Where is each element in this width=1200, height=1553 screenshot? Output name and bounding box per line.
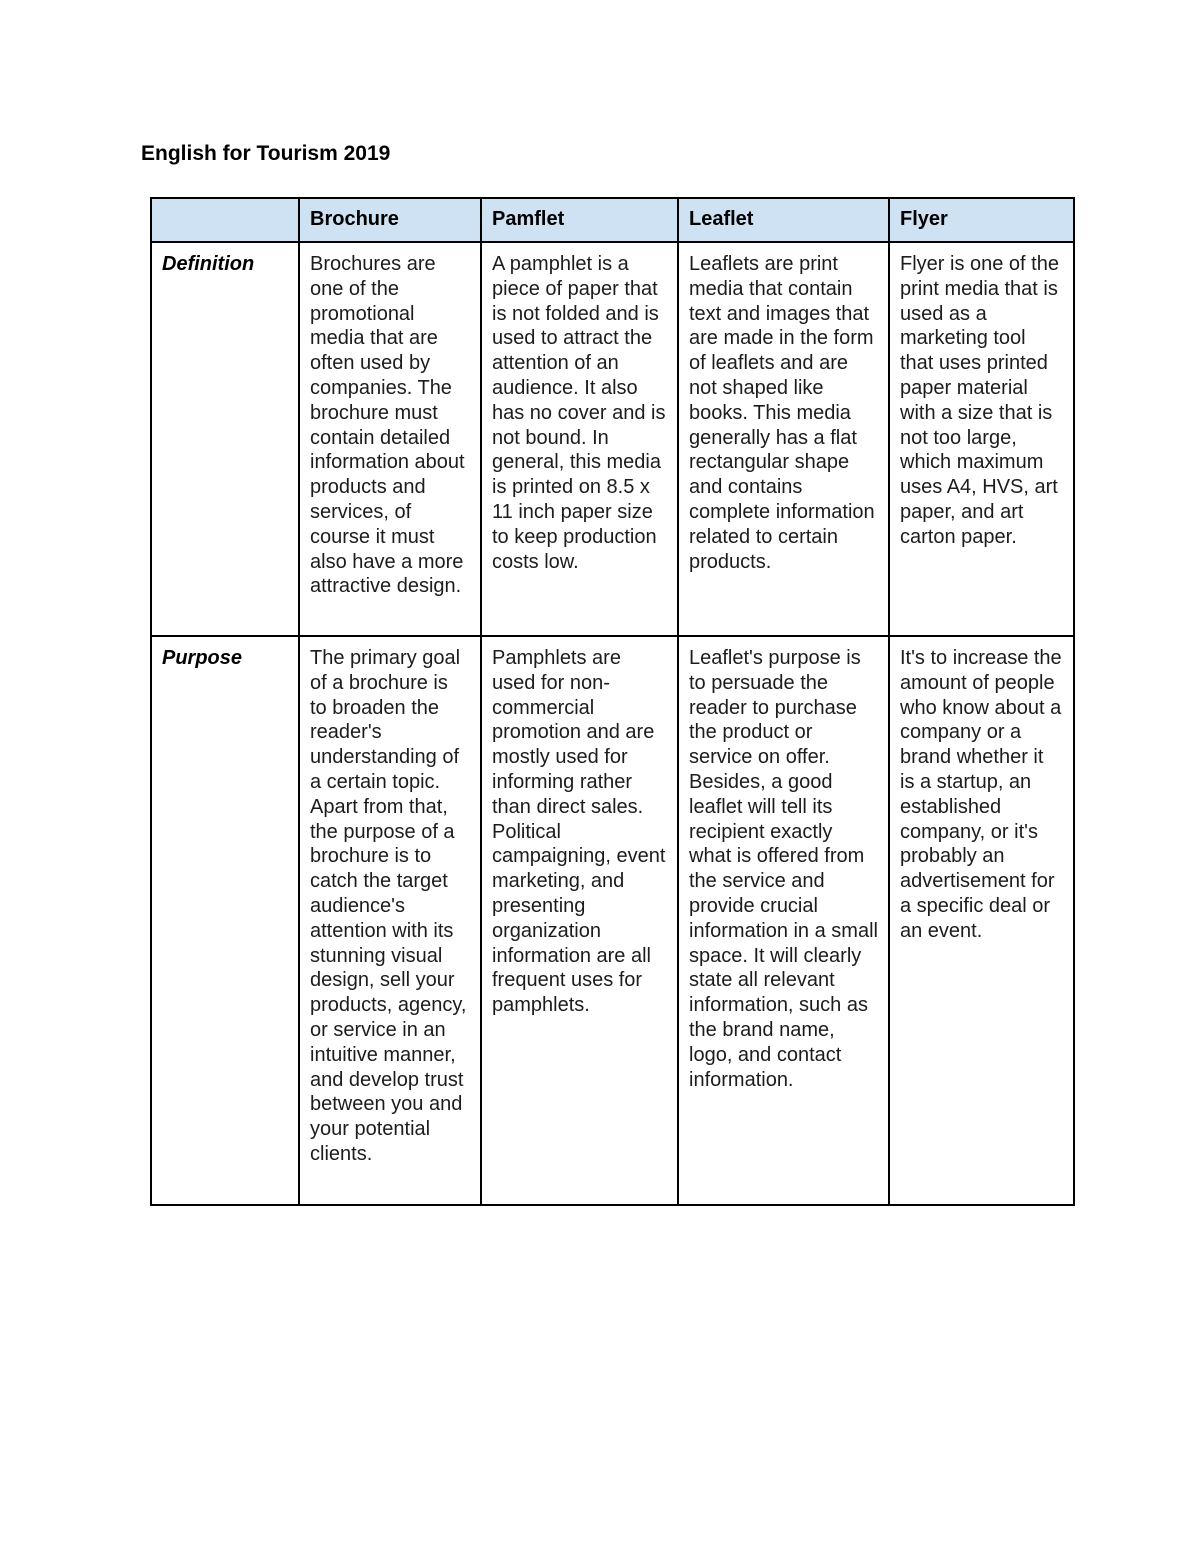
cell-purpose-flyer: It's to increase the amount of people who know about a company or a brand whether it is a startup, an established company, or it's probably an advertisement for a specific deal or an event. <box>889 636 1074 1205</box>
header-cell-flyer: Flyer <box>889 198 1074 242</box>
table-header-row <box>151 198 1074 242</box>
row-label-definition: Definition <box>151 242 299 636</box>
table-row-purpose <box>151 636 1074 1205</box>
document-title: English for Tourism 2019 <box>141 142 391 165</box>
header-cell-leaflet: Leaflet <box>678 198 889 242</box>
cell-purpose-pamflet: Pamphlets are used for non-commercial promotion and are mostly used for informing rather than direct sales. Political campaigning, event marketing, and presenting organization information are all frequent uses for pamphlets. <box>481 636 678 1205</box>
cell-definition-leaflet: Leaflets are print media that contain text and images that are made in the form of leaflets and are not shaped like books. This media generally has a flat rectangular shape and contains complete information related to certain products. <box>678 242 889 636</box>
cell-purpose-leaflet: Leaflet's purpose is to persuade the reader to purchase the product or service on offer. Besides, a good leaflet will tell its recipient exactly what is offered from the service and provide crucial information in a small space. It will clearly state all relevant information, such as the brand name, logo, and contact information. <box>678 636 889 1205</box>
cell-definition-flyer: Flyer is one of the print media that is used as a marketing tool that uses printed paper material with a size that is not too large, which maximum uses A4, HVS, art paper, and art carton paper. <box>889 242 1074 636</box>
row-label-purpose: Purpose <box>151 636 299 1205</box>
header-cell-brochure: Brochure <box>299 198 481 242</box>
table-row-definition <box>151 242 1074 636</box>
header-cell-empty <box>151 198 299 242</box>
cell-definition-brochure: Brochures are one of the promotional media that are often used by companies. The brochure must contain detailed information about products and services, of course it must also have a more attractive design. <box>299 242 481 636</box>
header-cell-pamflet: Pamflet <box>481 198 678 242</box>
cell-purpose-brochure: The primary goal of a brochure is to broaden the reader's understanding of a certain topic. Apart from that, the purpose of a brochure is to catch the target audience's attention with its stunning visual design, sell your products, agency, or service in an intuitive manner, and develop trust between you and your potential clients. <box>299 636 481 1205</box>
comparison-table <box>150 197 1075 1206</box>
cell-definition-pamflet: A pamphlet is a piece of paper that is not folded and is used to attract the attention of an audience. It also has no cover and is not bound. In general, this media is printed on 8.5 x 11 inch paper size to keep production costs low. <box>481 242 678 636</box>
